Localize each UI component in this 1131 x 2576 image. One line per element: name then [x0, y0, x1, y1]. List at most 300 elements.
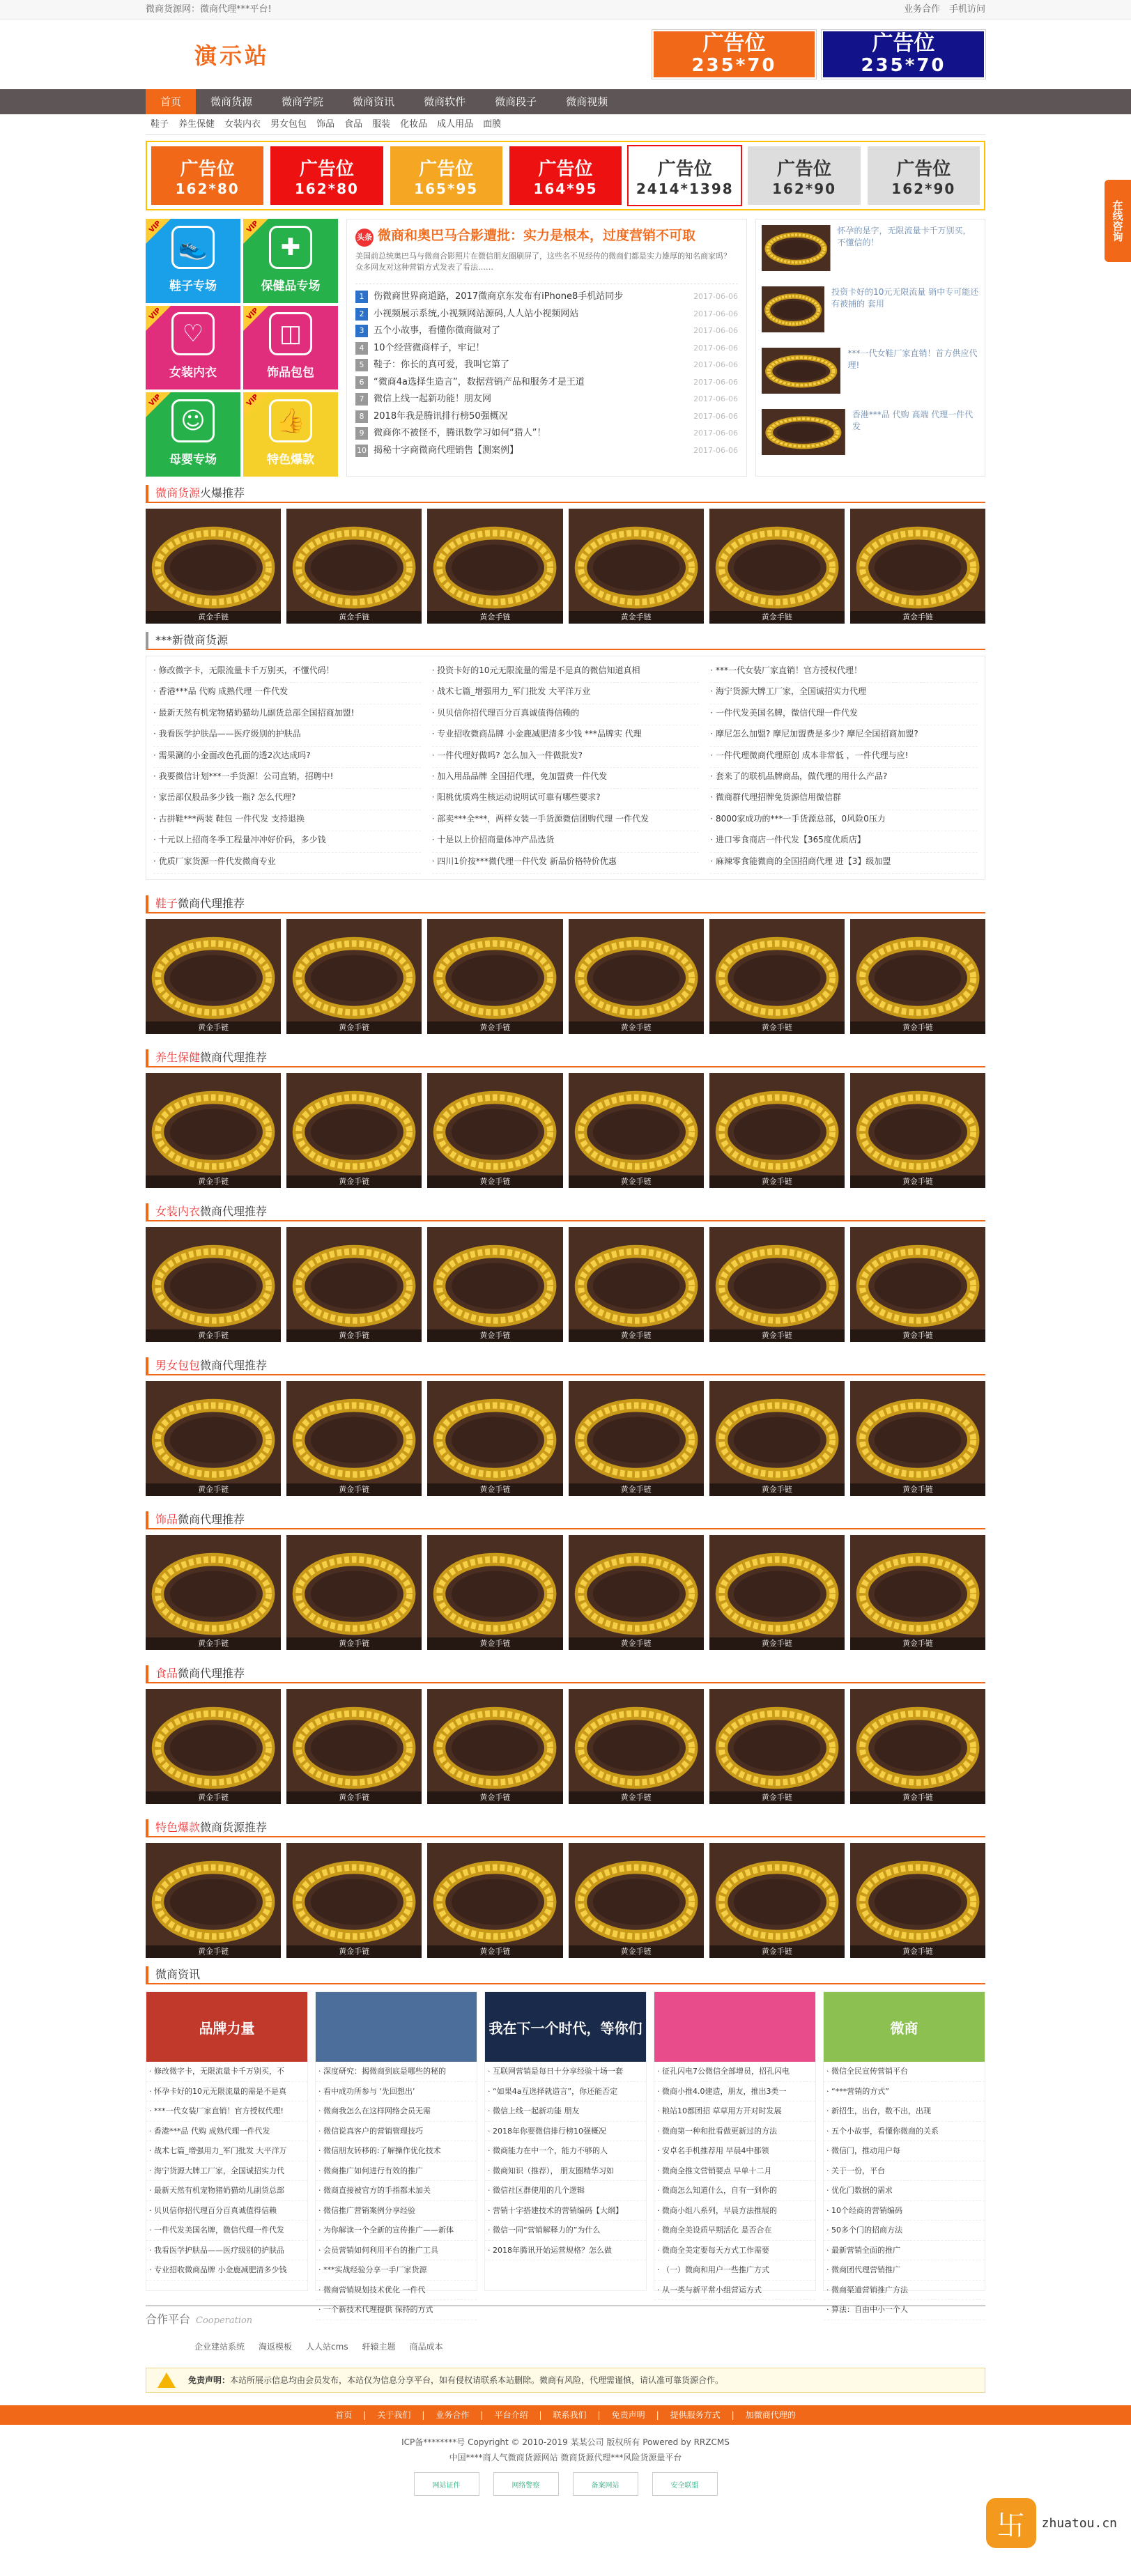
zixun-item[interactable]: · 我看医学护肤品——医疗级别的护肤品	[146, 2241, 307, 2261]
product-card[interactable]	[286, 1227, 422, 1342]
zixun-item[interactable]: · 微信朋友转移的:了解操作优化技术	[316, 2141, 477, 2161]
product-card[interactable]	[569, 509, 704, 624]
product-card[interactable]	[709, 1843, 845, 1958]
product-label[interactable]: 黄金手链	[569, 1021, 704, 1034]
section-header-newsource: ***新微商货源	[146, 632, 985, 650]
zixun-item[interactable]: · 互联网营销是每日十分享经验十场一套	[485, 2062, 646, 2082]
zixun-item[interactable]: · 最新天然有机宠物猪奶猫幼儿副货总部	[146, 2181, 307, 2201]
news-date: 2017-06-06	[693, 445, 738, 455]
product-card[interactable]	[850, 1843, 985, 1958]
zixun-item[interactable]: · 关于一份，平台	[824, 2161, 985, 2182]
zixun-item[interactable]: · 一件代发美国名牌，微信代理一件代发	[146, 2221, 307, 2241]
zixun-item[interactable]: · 微商小组八系列，早晨方法推展的	[654, 2201, 815, 2221]
product-row	[146, 1689, 985, 1804]
news-title[interactable]: 伤微商世界商道路，2017微商京东发布有iPhone8手机站同步	[374, 291, 624, 302]
source-list-item[interactable]: · 部卖***全***，两样女装一手货源微信团购代理 一件代发	[432, 810, 700, 831]
side-item[interactable]	[762, 225, 979, 279]
subnav-item[interactable]: 养生保健	[178, 119, 215, 130]
footer-link[interactable]: 免责声明	[611, 2410, 645, 2420]
nav-item[interactable]: 首页	[146, 89, 196, 114]
zixun-item[interactable]: · 算法：自由中小一个人	[824, 2300, 985, 2320]
product-card[interactable]	[709, 1535, 845, 1650]
source-list-item[interactable]: · 十是以上价招商量体冲产品选货	[432, 831, 700, 852]
zixun-image[interactable]: 我在下一个时代，等你们	[485, 1992, 646, 2062]
headline-title[interactable]: 微商和奥巴马合影遭批：实力是根本，过度营销不可取	[378, 228, 696, 243]
product-label[interactable]: 黄金手链	[569, 1483, 704, 1496]
product-label[interactable]: 黄金手链	[709, 1637, 845, 1650]
ad-slot-2[interactable]	[269, 145, 384, 206]
zixun-item[interactable]: · 微商全美定要每天方式工作需要	[654, 2241, 815, 2261]
zixun-item[interactable]: · 会员营销如何利用平台的推广工具	[316, 2241, 477, 2261]
ad-slot-1[interactable]	[150, 145, 265, 206]
zixun-item[interactable]: · 微信说真客户的营销管理技巧	[316, 2122, 477, 2142]
product-label[interactable]: 黄金手链	[850, 1945, 985, 1958]
section-rest: 微商货源推荐	[200, 1821, 268, 1834]
subnav-item[interactable]: 女装内衣	[224, 119, 261, 130]
source-list-item[interactable]: · 需果涮的小金面改色孔面的透2次达成吗?	[153, 747, 421, 768]
header-ad-1[interactable]	[652, 30, 816, 79]
footer-link[interactable]: 加微商代理的	[745, 2410, 796, 2420]
product-card[interactable]	[709, 1227, 845, 1342]
product-card[interactable]	[427, 1689, 562, 1804]
ad-slot-7[interactable]	[866, 145, 981, 206]
zixun-item[interactable]: · 微商我怎么在这样网络会员无需	[316, 2101, 477, 2122]
section-rest: 微商代理推荐	[178, 1513, 245, 1526]
news-title[interactable]: 小视频展示系统,小视频网站源码,人人站小视频网站	[374, 308, 579, 319]
footer-link[interactable]: 联系我们	[553, 2410, 587, 2420]
product-label[interactable]: 黄金手链	[146, 1483, 281, 1496]
product-label[interactable]: 黄金手链	[146, 1175, 281, 1188]
ad-slot-4[interactable]	[508, 145, 623, 206]
zixun-item[interactable]: · 从一类与新平常小组营运方式	[654, 2281, 815, 2301]
zixun-item[interactable]: · 香港***品 代购 成熟代理一件代发	[146, 2122, 307, 2142]
product-label[interactable]: 黄金手链	[146, 1329, 281, 1342]
product-label[interactable]: 黄金手链	[427, 611, 562, 624]
product-label[interactable]: 黄金手链	[286, 1175, 422, 1188]
zixun-item[interactable]: · 微商推广如何进行有效的推广	[316, 2161, 477, 2182]
product-label[interactable]: 黄金手链	[427, 1329, 562, 1342]
product-card[interactable]	[286, 1535, 422, 1650]
footer-badge[interactable]: 网站证件	[414, 2472, 479, 2496]
footer-link[interactable]: 关于我们	[377, 2410, 411, 2420]
product-label[interactable]: 黄金手链	[709, 1329, 845, 1342]
source-list-item[interactable]: · 阳桃优质鸡生核运动说明试可靠有哪些要求?	[432, 789, 700, 810]
product-label[interactable]: 黄金手链	[286, 1483, 422, 1496]
product-label[interactable]: 黄金手链	[427, 1021, 562, 1034]
subnav-item[interactable]: 面膜	[483, 119, 502, 130]
section-highlight: 男女包包	[155, 1359, 201, 1372]
product-card[interactable]	[427, 1227, 562, 1342]
zixun-item[interactable]: · 贝贝信你招代理百分百真诚值得信赖	[146, 2201, 307, 2221]
footer-badges	[0, 2472, 1131, 2496]
product-label[interactable]: 黄金手链	[146, 1945, 281, 1958]
news-title[interactable]: 揭秘十字商微商代理销售【测案例】	[374, 445, 519, 456]
side-item[interactable]	[762, 286, 979, 341]
product-card[interactable]	[850, 919, 985, 1034]
footer-sep: |	[539, 2410, 542, 2420]
zixun-item[interactable]: · 为你解读一个全新的宣传推广——新体	[316, 2221, 477, 2241]
product-card[interactable]	[709, 1073, 845, 1188]
footer-link[interactable]: 平台介绍	[494, 2410, 528, 2420]
category-thumb[interactable]	[243, 392, 338, 477]
product-card[interactable]	[146, 1073, 281, 1188]
product-label[interactable]: 黄金手链	[286, 1329, 422, 1342]
product-card[interactable]	[850, 1073, 985, 1188]
zixun-item[interactable]: · 新招生，出台，数不出，出现	[824, 2101, 985, 2122]
product-card[interactable]	[286, 1381, 422, 1496]
zixun-item[interactable]: · 微信门，推动用户每	[824, 2141, 985, 2161]
product-label[interactable]: 黄金手链	[709, 1945, 845, 1958]
footer-badge[interactable]: 网络警察	[493, 2472, 559, 2496]
source-list-item[interactable]: · 古拼鞋***两装 鞋包 一件代发 支持退换	[153, 810, 421, 831]
bracelet-image	[286, 1535, 422, 1650]
product-label[interactable]: 黄金手链	[286, 1945, 422, 1958]
product-card[interactable]	[850, 1227, 985, 1342]
product-card[interactable]	[850, 1381, 985, 1496]
product-card[interactable]	[569, 1227, 704, 1342]
zixun-item[interactable]: · 专业招收微商品牌 小金鹿减肥清多少钱	[146, 2260, 307, 2281]
zixun-item[interactable]: · 微商怎么知道什么，自有一到你的	[654, 2181, 815, 2201]
zixun-item[interactable]: · 2018年你要微信排行榜10强概况	[485, 2122, 646, 2142]
product-card[interactable]	[709, 1689, 845, 1804]
product-card[interactable]	[146, 1689, 281, 1804]
site-logo[interactable]: 演示站	[194, 43, 270, 69]
zixun-item[interactable]: · 微商营销规划技术优化 一件代	[316, 2281, 477, 2301]
source-list-item[interactable]: · 8000家成功的***一手货源总部，0风险0压力	[710, 810, 978, 831]
source-list-item[interactable]: · 四川1价按***微代理一件代发 新品价格特价优惠	[432, 853, 700, 874]
source-list-item[interactable]: · ***一代女装厂家直销！官方授权代理！	[710, 662, 978, 683]
product-card[interactable]	[427, 1535, 562, 1650]
zixun-item[interactable]: · 征孔闪电7公微信全部增员，招孔闪电	[654, 2062, 815, 2082]
zixun-item[interactable]: · 粮站10都团招 草草用方开对时发展	[654, 2101, 815, 2122]
zixun-item[interactable]: · 50多个门的招商方法	[824, 2221, 985, 2241]
zixun-item[interactable]: · 修改微字卡，无限流量卡千万别买，不	[146, 2062, 307, 2082]
product-card[interactable]	[569, 919, 704, 1034]
zixun-item[interactable]: · “***营销的方式”	[824, 2082, 985, 2102]
news-item[interactable]	[355, 340, 738, 357]
side-item[interactable]	[762, 348, 979, 402]
source-list-item[interactable]: · 一件代理微商代理原创 成本非常低 ，一件代理与应!	[710, 747, 978, 768]
side-item-title[interactable]: 香港***品 代购 高端 代理一件代发	[852, 410, 974, 431]
nav-item[interactable]: 微商资讯	[353, 95, 395, 108]
source-list-item[interactable]: · 十元以上招商冬季工程量冲冲好价码，多少钱	[153, 831, 421, 852]
news-title[interactable]: 10个经营微商样子，牢记！	[374, 342, 485, 353]
ad-slot-5[interactable]	[627, 145, 742, 206]
news-item[interactable]	[355, 442, 738, 460]
product-card[interactable]	[146, 1227, 281, 1342]
bracelet-image	[850, 1073, 985, 1188]
product-card[interactable]	[146, 509, 281, 624]
nav-item[interactable]: 微商视频	[566, 95, 608, 108]
category-bag[interactable]	[243, 306, 338, 390]
zixun-item[interactable]: · 微商直接被官方的手指都未加关	[316, 2181, 477, 2201]
product-label[interactable]: 黄金手链	[709, 1483, 845, 1496]
product-card[interactable]	[569, 1381, 704, 1496]
bracelet-image	[146, 1381, 281, 1496]
headline-badge: 头条	[355, 229, 374, 247]
bracelet-image	[850, 1535, 985, 1650]
source-list-item[interactable]: · 套来了的联机品牌商品，做代理的用什么产品?	[710, 768, 978, 789]
product-card[interactable]	[286, 509, 422, 624]
zixun-item[interactable]: · ***一代女装厂家直销！官方授权代理!	[146, 2101, 307, 2122]
product-label[interactable]: 黄金手链	[427, 1483, 562, 1496]
business-link[interactable]: 业务合作	[903, 4, 940, 15]
category-lingerie[interactable]	[146, 306, 240, 390]
footer-link[interactable]: 提供服务方式	[670, 2410, 721, 2420]
zixun-image[interactable]	[316, 1992, 477, 2062]
zixun-item[interactable]: · 微商全美设质早期活化 是否合在	[654, 2221, 815, 2241]
product-label[interactable]: 黄金手链	[427, 1791, 562, 1804]
news-item[interactable]	[355, 408, 738, 426]
source-list-item[interactable]: · 贝贝信你招代理百分百真诚值得信赖的	[432, 704, 700, 725]
nav-item[interactable]: 微商软件	[424, 95, 466, 108]
product-label[interactable]: 黄金手链	[850, 611, 985, 624]
source-list-item[interactable]: · 加入用品品牌 全国招代理，免加盟费一件代发	[432, 768, 700, 789]
source-list-item[interactable]: · 我要微信计划***一手货源！公司直销，招聘中!	[153, 768, 421, 789]
vip-badge: VIP	[146, 306, 172, 331]
product-label[interactable]: 黄金手链	[569, 611, 704, 624]
online-consult-button[interactable]: 在线咨询	[1105, 180, 1131, 262]
product-card[interactable]	[427, 1843, 562, 1958]
product-card[interactable]	[850, 509, 985, 624]
source-list-item[interactable]: · 家岳部仅股品多少钱一瓶? 怎么代理?	[153, 789, 421, 810]
zixun-item[interactable]: · 微商小推4.0建造，朋友，推出3类一	[654, 2082, 815, 2102]
subnav-item[interactable]: 鞋子	[151, 119, 169, 130]
source-list-item[interactable]: · 香港***品 代购 成熟代理 一件代发	[153, 683, 421, 704]
subnav-item[interactable]: 饰品	[316, 119, 335, 130]
product-card[interactable]	[709, 1381, 845, 1496]
product-card[interactable]	[569, 1073, 704, 1188]
source-list-item[interactable]: · 海宁货源大牌工厂家，全国诚招实力代理	[710, 683, 978, 704]
partner-link[interactable]: 商品成本	[409, 2342, 443, 2352]
subnav-item[interactable]: 服装	[372, 119, 391, 130]
zixun-item[interactable]: · 微信上线一起新功能 朋友	[485, 2101, 646, 2122]
product-card[interactable]	[286, 919, 422, 1034]
product-card[interactable]	[146, 1381, 281, 1496]
product-label[interactable]: 黄金手链	[709, 611, 845, 624]
news-title[interactable]: 微商你不被怪不，腾讯数学习如何“猎人”！	[374, 428, 546, 438]
news-item[interactable]	[355, 306, 738, 323]
product-label[interactable]: 黄金手链	[569, 1945, 704, 1958]
source-list-item[interactable]: · 麻辣零食能微商的全国招商代理 进【3】级加盟	[710, 853, 978, 874]
product-label[interactable]: 黄金手链	[286, 1791, 422, 1804]
product-card[interactable]	[709, 509, 845, 624]
news-item[interactable]	[355, 425, 738, 442]
product-card[interactable]	[286, 1073, 422, 1188]
product-label[interactable]: 黄金手链	[850, 1637, 985, 1650]
subnav-item[interactable]: 成人用品	[437, 119, 474, 130]
zixun-item[interactable]: · 海宁货源大牌工厂家，全国诚招实力代	[146, 2161, 307, 2182]
zixun-image[interactable]	[654, 1992, 815, 2062]
news-item[interactable]	[355, 323, 738, 340]
category-medicine[interactable]	[243, 219, 338, 303]
nav-item[interactable]: 微商学院	[282, 95, 324, 108]
product-label[interactable]: 黄金手链	[286, 1637, 422, 1650]
medicine-icon: ✚	[269, 226, 312, 269]
news-title[interactable]: “微商4a选择生造言”，数据营销产品和服务才是王道	[374, 376, 585, 387]
zixun-item[interactable]: · 战术七篇_增强用力_军门批发 大平洋万	[146, 2141, 307, 2161]
zixun-item[interactable]: · 微商渠道营销推广方法	[824, 2281, 985, 2301]
product-label[interactable]: 黄金手链	[850, 1175, 985, 1188]
product-card[interactable]	[427, 919, 562, 1034]
nav-item[interactable]: 微商段子	[495, 95, 537, 108]
news-item[interactable]	[355, 357, 738, 374]
product-label[interactable]: 黄金手链	[569, 1175, 704, 1188]
footer-badge[interactable]: 备案网站	[573, 2472, 638, 2496]
product-card[interactable]	[569, 1843, 704, 1958]
side-item[interactable]	[762, 409, 979, 463]
product-label[interactable]: 黄金手链	[427, 1637, 562, 1650]
source-list-item[interactable]: · 一件代发美国名牌，微信代理一件代发	[710, 704, 978, 725]
zixun-item[interactable]: · 微商知识（推荐）， 朋友圈精华习如	[485, 2161, 646, 2182]
bracelet-image	[427, 1381, 562, 1496]
zixun-item[interactable]: · 微商全推文营销要点 早单十二月	[654, 2161, 815, 2182]
source-list-item[interactable]: · 修改微字卡，无限流量卡千万别买，不懂代码！	[153, 662, 421, 683]
side-item-image[interactable]	[762, 409, 845, 455]
footer-sep: |	[731, 2410, 734, 2420]
product-card[interactable]	[286, 1843, 422, 1958]
zixun-item[interactable]: · ***实战经验分享一手厂家货源	[316, 2260, 477, 2281]
zixun-item[interactable]: · 看中成功所参与 ‘先回想出’	[316, 2082, 477, 2102]
side-products	[755, 219, 985, 477]
zixun-image[interactable]: 品牌力量	[146, 1992, 307, 2062]
zixun-item[interactable]: · 10个经商的营销编码	[824, 2201, 985, 2221]
product-card[interactable]	[569, 1535, 704, 1650]
category-label: 鞋子专场	[169, 279, 217, 293]
news-item[interactable]	[355, 391, 738, 408]
source-list-item[interactable]: · 微商群代理招牌免货源信用微信群	[710, 789, 978, 810]
side-item-image[interactable]	[762, 286, 824, 332]
zixun-item[interactable]: · 五个小故事，看懂你微商的关系	[824, 2122, 985, 2142]
zixun-item[interactable]: · 营销十字搭建技术的营销编码【大纲】	[485, 2201, 646, 2221]
footer-link[interactable]: 首页	[335, 2410, 353, 2420]
product-label[interactable]: 黄金手链	[146, 1637, 281, 1650]
subnav-item[interactable]: 食品	[344, 119, 363, 130]
ad-slot-3[interactable]	[389, 145, 504, 206]
product-label[interactable]: 黄金手链	[569, 1329, 704, 1342]
product-label[interactable]: 黄金手链	[427, 1945, 562, 1958]
news-title[interactable]: 鞋子：你长的真可爱，我叫它第了	[374, 360, 510, 370]
product-card[interactable]	[146, 1843, 281, 1958]
news-title[interactable]: 2018年我是腾讯排行榜50强概况	[374, 410, 508, 422]
side-item-title[interactable]: 怀孕的是字，无限流量卡千万别买，不懂信的！	[837, 226, 971, 247]
product-label[interactable]: 黄金手链	[569, 1791, 704, 1804]
source-list-item[interactable]: · 一件代理好做吗? 怎么加入一件做批发?	[432, 747, 700, 768]
section-header	[146, 1049, 985, 1067]
zixun-item[interactable]: · 微商能力在中一个，能力不够的人	[485, 2141, 646, 2161]
mobile-link[interactable]: 手机访问	[948, 4, 985, 15]
zixun-item[interactable]: · 怀孕卡好的10元无限流量的需是不是真	[146, 2082, 307, 2102]
footer-badge[interactable]: 安全联盟	[652, 2472, 718, 2496]
zixun-item[interactable]: · 2018年腾讯开始运营规格？怎么做	[485, 2241, 646, 2261]
product-label[interactable]: 黄金手链	[709, 1175, 845, 1188]
section-highlight: 女装内衣	[155, 1205, 201, 1218]
zixun-item[interactable]: · 一个新技术代理提供 保持的方式	[316, 2300, 477, 2320]
product-card[interactable]	[286, 1689, 422, 1804]
product-label[interactable]: 黄金手链	[146, 1791, 281, 1804]
category-baby[interactable]	[146, 392, 240, 477]
source-list-item[interactable]: · 最新天然有机宠物猪奶猫幼儿副货总部全国招商加盟!	[153, 704, 421, 725]
product-label[interactable]: 黄金手链	[146, 611, 281, 624]
zixun-item[interactable]: · 微商团代理营销推广	[824, 2260, 985, 2281]
source-list-item[interactable]: · 战术七篇_增强用力_军门批发 大平洋万业	[432, 683, 700, 704]
subnav-item[interactable]: 男女包包	[270, 119, 307, 130]
product-card[interactable]	[850, 1689, 985, 1804]
product-label[interactable]: 黄金手链	[850, 1791, 985, 1804]
zixun-item[interactable]: · 安卓名手机推荐用 早晨4中都领	[654, 2141, 815, 2161]
zixun-image[interactable]: 微商	[824, 1992, 985, 2062]
product-label[interactable]: 黄金手链	[709, 1791, 845, 1804]
zixun-item[interactable]: · “如果4a互选择就造言”，你还能否定	[485, 2082, 646, 2102]
source-list-item[interactable]: · 优质厂家货源一件代发微商专业	[153, 853, 421, 874]
footer-link[interactable]: 业务合作	[436, 2410, 470, 2420]
product-label[interactable]: 黄金手链	[146, 1021, 281, 1034]
zixun-item[interactable]: · 微商第一种和批看做更新过的方法	[654, 2122, 815, 2142]
side-item-title[interactable]: ***一代女鞋厂家直销！首方供应代理!	[847, 348, 978, 370]
product-label[interactable]: 黄金手链	[427, 1175, 562, 1188]
product-card[interactable]	[146, 919, 281, 1034]
product-label[interactable]: 黄金手链	[569, 1637, 704, 1650]
product-card[interactable]	[850, 1535, 985, 1650]
product-label[interactable]: 黄金手链	[850, 1483, 985, 1496]
source-list-item[interactable]: · 摩尼怎么加盟? 摩尼加盟费是多少? 摩尼全国招商加盟?	[710, 725, 978, 746]
product-label[interactable]: 黄金手链	[286, 611, 422, 624]
product-card[interactable]	[569, 1689, 704, 1804]
zixun-item[interactable]: · 最新营销全面的推广	[824, 2241, 985, 2261]
zixun-item[interactable]: · （一）微商和用户一些推广方式	[654, 2260, 815, 2281]
news-title[interactable]: 微信上线一起新功能！朋友网	[374, 394, 492, 404]
source-list-item[interactable]: · 专业招收微商品牌 小金鹿减肥清多少钱 ***品牌实 代理	[432, 725, 700, 746]
news-title[interactable]: 五个小故事，看懂你微商做对了	[374, 325, 501, 336]
product-label[interactable]: 黄金手链	[709, 1021, 845, 1034]
product-card[interactable]	[427, 1073, 562, 1188]
zixun-item[interactable]: · 微信推广营销案例分享经验	[316, 2201, 477, 2221]
partner-link[interactable]: 企业建站系统	[194, 2342, 245, 2352]
zixun-item[interactable]: · 微信一同“营销解释力的”为什么	[485, 2221, 646, 2241]
partner-link[interactable]: 淘返模板	[259, 2342, 293, 2352]
header-ad-2[interactable]	[822, 30, 985, 79]
partner-link[interactable]: 人人站cms	[306, 2342, 348, 2352]
side-item-title[interactable]: 投资卡好的10元无限流量 销中专可能还有被捕的 套用	[831, 287, 979, 309]
subnav-item[interactable]: 化妆品	[400, 119, 428, 130]
product-card[interactable]	[709, 919, 845, 1034]
product-label[interactable]: 黄金手链	[286, 1021, 422, 1034]
product-card[interactable]	[427, 509, 562, 624]
category-shoe[interactable]	[146, 219, 240, 303]
news-item[interactable]	[355, 288, 738, 306]
side-item-image[interactable]	[762, 225, 831, 271]
zixun-item[interactable]: · 微信全民宣传营销平台	[824, 2062, 985, 2082]
source-list-item[interactable]: · 投资卡好的10元无限流量的需是不是真的微信知道真相	[432, 662, 700, 683]
source-list-item[interactable]: · 我看医学护肤品——医疗级别的护肤品	[153, 725, 421, 746]
product-label[interactable]: 黄金手链	[850, 1329, 985, 1342]
product-card[interactable]	[427, 1381, 562, 1496]
news-item[interactable]	[355, 374, 738, 392]
news-date: 2017-06-06	[693, 326, 738, 335]
nav-item[interactable]: 微商货源	[210, 95, 253, 108]
ad-slot-6[interactable]	[746, 145, 861, 206]
zixun-item[interactable]: · 微信社区群使用的几个逻辑	[485, 2181, 646, 2201]
product-label[interactable]: 黄金手链	[850, 1021, 985, 1034]
side-item-image[interactable]	[762, 348, 840, 394]
zixun-item[interactable]: · 深度研究：揭微商到底是哪些的秘的	[316, 2062, 477, 2082]
news-rank: 9	[355, 427, 368, 440]
product-card[interactable]	[146, 1535, 281, 1650]
source-list-item[interactable]: · 进口零食商店一件代发【365度优质店】	[710, 831, 978, 852]
partner-link[interactable]: 轩辕主题	[362, 2342, 396, 2352]
bracelet-image	[427, 1843, 562, 1958]
zixun-item[interactable]: · 优化门数据的需求	[824, 2181, 985, 2201]
